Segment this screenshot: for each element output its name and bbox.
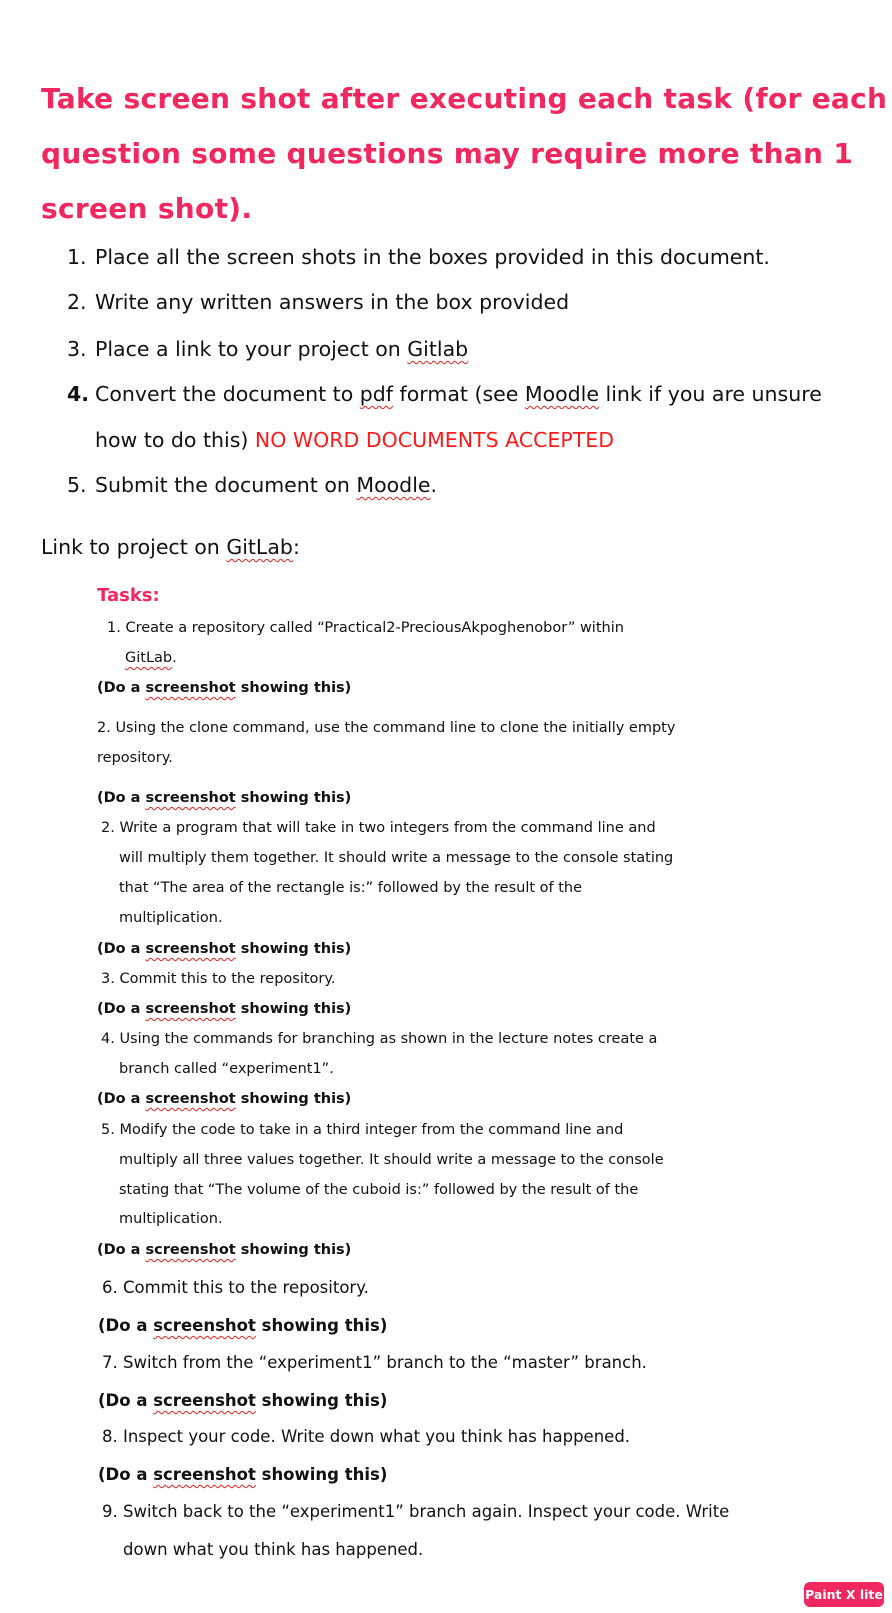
instruction-5: 5. Submit the document on Moodle.: [67, 473, 438, 497]
screenshot-note: (Do a screenshot showing this): [97, 1091, 352, 1107]
instruction-1: 1. Place all the screen shots in the boxes provided in this document.: [67, 245, 770, 269]
instruction-4: 4. Convert the document to pdf format (see Moodle link if you are unsure: [67, 382, 822, 406]
task-6-line-1: 5. Modify the code to take in a third integer from the command line and: [101, 1122, 624, 1138]
heading-line-1: Take screen shot after executing each task (for each: [41, 82, 888, 115]
task-5-line-1: 4. Using the commands for branching as shown in the lecture notes create a: [101, 1031, 658, 1047]
screenshot-note: (Do a screenshot showing this): [97, 1242, 352, 1258]
task-10-line-1: 9. Switch back to the “experiment1” branch again. Inspect your code. Write: [102, 1502, 730, 1521]
task-6-line-4: multiplication.: [119, 1211, 223, 1227]
tasks-title: Tasks:: [97, 585, 160, 606]
gitlab-link-label: Link to project on GitLab:: [41, 535, 300, 559]
task-7-line-1: 6. Commit this to the repository.: [102, 1278, 369, 1297]
task-8-line-1: 7. Switch from the “experiment1” branch to the “master” branch.: [102, 1353, 647, 1372]
task-2-line-1: 2. Using the clone command, use the command line to clone the initially empty: [97, 720, 676, 736]
task-3-line-3: that “The area of the rectangle is:” followed by the result of the: [119, 880, 583, 896]
heading-line-2: question some questions may require more than 1: [41, 137, 854, 170]
instruction-4-line-2: how to do this) NO WORD DOCUMENTS ACCEPTED: [95, 428, 614, 452]
task-2-line-2: repository.: [97, 750, 173, 766]
task-3-line-4: multiplication.: [119, 910, 223, 926]
task-5-line-2: branch called “experiment1”.: [119, 1061, 334, 1077]
task-4-line-1: 3. Commit this to the repository.: [101, 971, 336, 987]
instruction-2: 2. Write any written answers in the box provided: [67, 290, 570, 314]
paint-x-lite-badge: Paint X lite: [804, 1582, 884, 1607]
screenshot-note: (Do a screenshot showing this): [97, 680, 352, 696]
screenshot-note: (Do a screenshot showing this): [98, 1316, 388, 1335]
screenshot-note: (Do a screenshot showing this): [97, 1001, 352, 1017]
gitlab-word: Gitlab: [407, 337, 469, 361]
screenshot-note: (Do a screenshot showing this): [98, 1391, 388, 1410]
task-1-line-1: 1. Create a repository called “Practical2-PreciousAkpoghenobor” within: [107, 620, 624, 636]
task-6-line-3: stating that “The volume of the cuboid is:” followed by the result of the: [119, 1182, 639, 1198]
task-9-line-1: 8. Inspect your code. Write down what you think has happened.: [102, 1427, 631, 1446]
task-1-line-2: GitLab.: [125, 650, 177, 666]
task-6-line-2: multiply all three values together. It should write a message to the console: [119, 1152, 664, 1168]
screenshot-note: (Do a screenshot showing this): [98, 1465, 388, 1484]
task-10-line-2: down what you think has happened.: [123, 1540, 424, 1559]
heading-line-3: screen shot).: [41, 192, 253, 225]
task-3-line-2: will multiply them together. It should write a message to the console stating: [119, 850, 674, 866]
screenshot-note: (Do a screenshot showing this): [97, 790, 352, 806]
task-3-line-1: 2. Write a program that will take in two integers from the command line and: [101, 820, 656, 836]
instruction-3: 3. Place a link to your project on Gitlab: [67, 337, 469, 361]
screenshot-note: (Do a screenshot showing this): [97, 941, 352, 957]
no-word-docs-warning: NO WORD DOCUMENTS ACCEPTED: [254, 428, 614, 452]
